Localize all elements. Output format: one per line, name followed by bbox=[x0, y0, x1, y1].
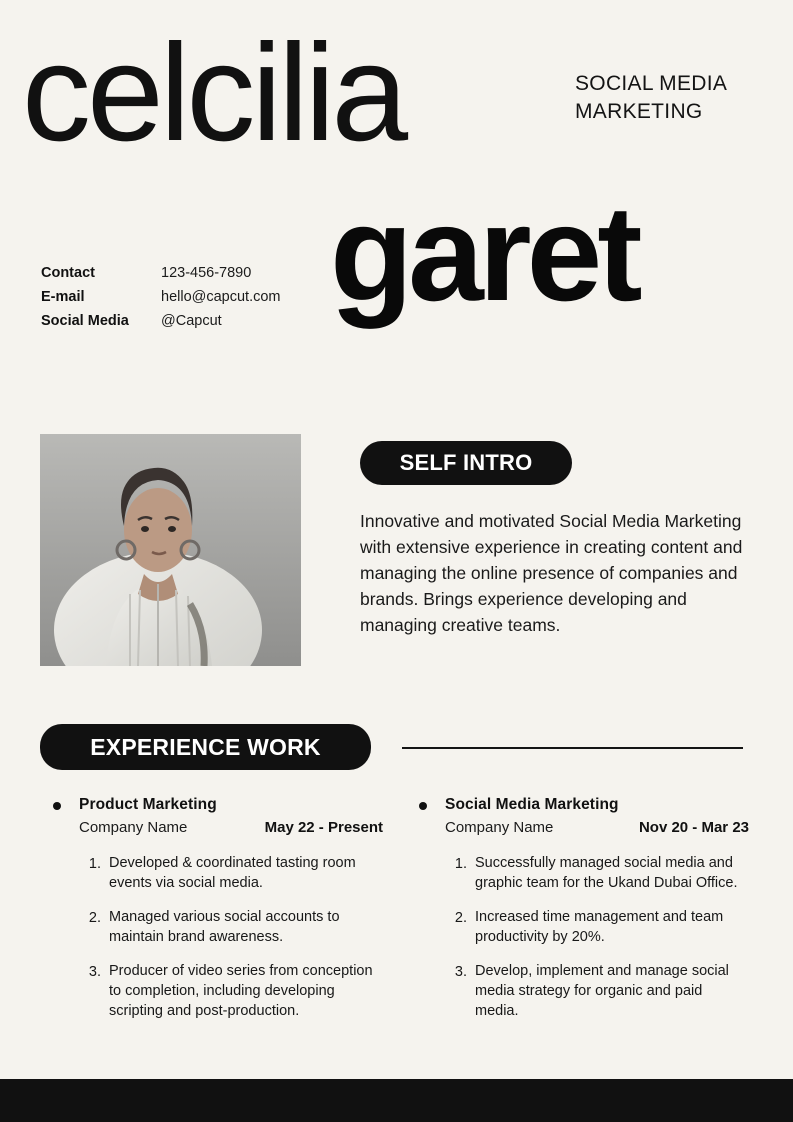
job-task-number: 3. bbox=[88, 964, 101, 980]
job-title: Product Marketing bbox=[79, 796, 217, 813]
contact-row bbox=[41, 261, 281, 285]
job-task-text: Developed & coordinated tasting room events via social media. bbox=[109, 855, 356, 891]
job-task bbox=[445, 853, 749, 893]
job-task-number: 1. bbox=[88, 856, 101, 872]
experience-divider bbox=[402, 747, 743, 749]
footer-bar bbox=[0, 1079, 793, 1122]
contact-label-social: Social Media bbox=[41, 313, 129, 329]
job-title-row bbox=[53, 796, 383, 814]
contact-value-phone: 123-456-7890 bbox=[161, 265, 252, 281]
experience-column-right bbox=[419, 796, 749, 1035]
job-task bbox=[79, 853, 383, 893]
first-name: celcilia bbox=[22, 16, 405, 170]
job-task-number: 3. bbox=[454, 964, 467, 980]
job-title: Social Media Marketing bbox=[445, 796, 619, 813]
job-task-number: 2. bbox=[454, 910, 467, 926]
contact-value-email: hello@capcut.com bbox=[161, 289, 281, 305]
job-meta bbox=[419, 819, 749, 836]
contact-row bbox=[41, 309, 281, 333]
job-company: Company Name bbox=[79, 819, 188, 836]
bullet-icon bbox=[419, 802, 427, 810]
job-role bbox=[575, 70, 775, 127]
job-dates: May 22 - Present bbox=[264, 819, 383, 836]
job-task bbox=[79, 907, 383, 947]
last-name: garet bbox=[330, 177, 638, 329]
job-task-number: 1. bbox=[454, 856, 467, 872]
contact-block bbox=[41, 261, 281, 333]
job-meta bbox=[53, 819, 383, 836]
contact-value-social: @Capcut bbox=[161, 313, 222, 329]
self-intro-heading: SELF INTRO bbox=[360, 441, 572, 485]
job-dates: Nov 20 - Mar 23 bbox=[638, 819, 749, 836]
job-task-number: 2. bbox=[88, 910, 101, 926]
job-task bbox=[445, 961, 749, 1021]
job-task-list bbox=[419, 853, 749, 1021]
self-intro-body: Innovative and motivated Social Media Marketing with extensive experience in creating content and managing the online presence of companies and brands. Brings experience developing and managing creative teams. bbox=[360, 511, 743, 635]
job-role-line2: MARKETING bbox=[575, 100, 703, 124]
contact-label-phone: Contact bbox=[41, 265, 95, 281]
job-company: Company Name bbox=[445, 819, 554, 836]
experience-heading: EXPERIENCE WORK bbox=[40, 724, 371, 770]
portrait-photo bbox=[40, 434, 301, 666]
job-role-line1: SOCIAL MEDIA bbox=[575, 72, 728, 95]
job-task-text: Successfully managed social media and graphic team for the Ukand Dubai Office. bbox=[475, 855, 738, 891]
bullet-icon bbox=[53, 802, 61, 810]
job-task-text: Managed various social accounts to maintain brand awareness. bbox=[109, 909, 340, 945]
job-task-text: Increased time management and team productivity by 20%. bbox=[475, 909, 724, 945]
job-task-text: Producer of video series from conception to completion, including developing scripting and post-production. bbox=[109, 963, 373, 1019]
contact-label-email: E-mail bbox=[41, 289, 85, 305]
job-title-row bbox=[419, 796, 749, 814]
job-task bbox=[79, 961, 383, 1021]
job-task bbox=[445, 907, 749, 947]
experience-column-left bbox=[53, 796, 383, 1035]
contact-row bbox=[41, 285, 281, 309]
job-task-list bbox=[53, 853, 383, 1021]
job-task-text: Develop, implement and manage social media strategy for organic and paid media. bbox=[475, 963, 729, 1019]
